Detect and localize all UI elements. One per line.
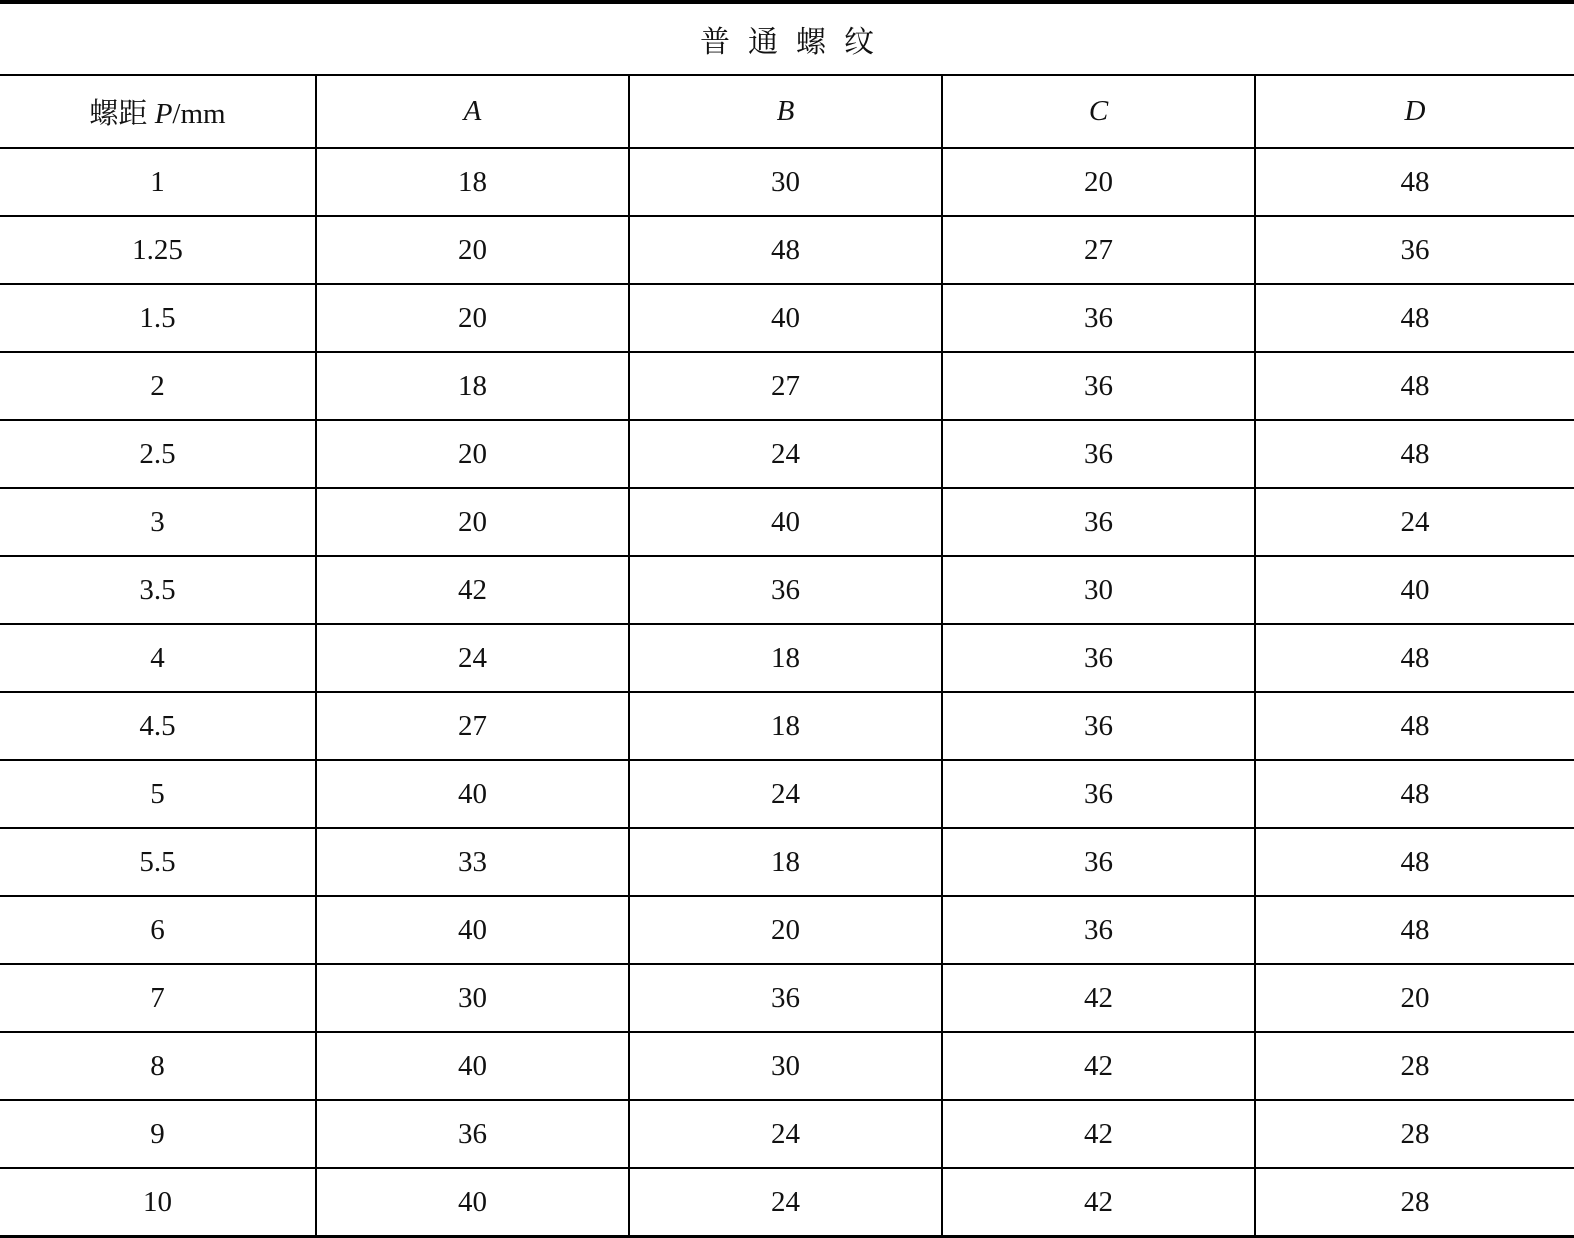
cell-b: 24 [629,420,942,488]
cell-a: 20 [316,216,629,284]
cell-a: 18 [316,148,629,216]
cell-b: 40 [629,284,942,352]
cell-c: 42 [942,1168,1255,1237]
table-body [0,148,1574,1237]
header-col-d: D [1255,75,1574,148]
cell-pitch: 4.5 [0,692,316,760]
table-row [0,1168,1574,1237]
table-row [0,420,1574,488]
cell-d: 24 [1255,488,1574,556]
cell-pitch: 10 [0,1168,316,1237]
cell-b: 30 [629,148,942,216]
cell-b: 20 [629,896,942,964]
table-row [0,964,1574,1032]
header-col-a: A [316,75,629,148]
cell-a: 36 [316,1100,629,1168]
table-row [0,216,1574,284]
cell-b: 36 [629,556,942,624]
table-row [0,556,1574,624]
table-caption: 普通螺纹 [700,25,892,60]
cell-d: 48 [1255,352,1574,420]
cell-d: 36 [1255,216,1574,284]
header-pitch-symbol: P [154,98,173,130]
cell-pitch: 1 [0,148,316,216]
cell-pitch: 3 [0,488,316,556]
cell-a: 20 [316,284,629,352]
cell-c: 27 [942,216,1255,284]
cell-b: 40 [629,488,942,556]
cell-d: 48 [1255,760,1574,828]
table-row [0,488,1574,556]
cell-pitch: 1.25 [0,216,316,284]
cell-d: 48 [1255,896,1574,964]
cell-c: 36 [942,828,1255,896]
cell-d: 48 [1255,692,1574,760]
cell-pitch: 1.5 [0,284,316,352]
header-col-c: C [942,75,1255,148]
cell-b: 18 [629,828,942,896]
cell-b: 48 [629,216,942,284]
cell-b: 18 [629,692,942,760]
cell-b: 24 [629,760,942,828]
cell-pitch: 8 [0,1032,316,1100]
cell-b: 36 [629,964,942,1032]
cell-c: 36 [942,760,1255,828]
cell-c: 36 [942,488,1255,556]
cell-b: 30 [629,1032,942,1100]
cell-c: 36 [942,284,1255,352]
table-row [0,896,1574,964]
cell-c: 30 [942,556,1255,624]
table-row [0,284,1574,352]
cell-d: 48 [1255,624,1574,692]
cell-a: 24 [316,624,629,692]
cell-d: 40 [1255,556,1574,624]
cell-b: 24 [629,1100,942,1168]
cell-pitch: 2 [0,352,316,420]
table-row [0,828,1574,896]
cell-b: 18 [629,624,942,692]
cell-c: 36 [942,624,1255,692]
cell-c: 42 [942,1032,1255,1100]
cell-a: 40 [316,1032,629,1100]
cell-c: 36 [942,420,1255,488]
cell-a: 42 [316,556,629,624]
cell-a: 20 [316,420,629,488]
header-col-b: B [629,75,942,148]
thread-table [0,74,1574,1238]
header-row [0,75,1574,148]
table-row [0,1100,1574,1168]
cell-pitch: 5.5 [0,828,316,896]
cell-b: 24 [629,1168,942,1237]
cell-a: 40 [316,1168,629,1237]
cell-pitch: 6 [0,896,316,964]
cell-d: 20 [1255,964,1574,1032]
header-pitch-unit: /mm [172,98,226,130]
table-row [0,148,1574,216]
cell-a: 40 [316,896,629,964]
cell-c: 20 [942,148,1255,216]
cell-d: 48 [1255,148,1574,216]
cell-pitch: 5 [0,760,316,828]
table-row [0,760,1574,828]
cell-d: 28 [1255,1032,1574,1100]
cell-c: 42 [942,964,1255,1032]
cell-d: 28 [1255,1100,1574,1168]
cell-a: 40 [316,760,629,828]
cell-pitch: 9 [0,1100,316,1168]
header-pitch [0,75,316,148]
table-row [0,624,1574,692]
cell-c: 36 [942,692,1255,760]
cell-a: 18 [316,352,629,420]
table-row [0,352,1574,420]
cell-pitch: 4 [0,624,316,692]
table-row [0,1032,1574,1100]
cell-c: 42 [942,1100,1255,1168]
cell-pitch: 2.5 [0,420,316,488]
cell-a: 20 [316,488,629,556]
cell-d: 28 [1255,1168,1574,1237]
cell-a: 30 [316,964,629,1032]
cell-d: 48 [1255,420,1574,488]
cell-a: 33 [316,828,629,896]
cell-pitch: 7 [0,964,316,1032]
cell-a: 27 [316,692,629,760]
cell-c: 36 [942,896,1255,964]
cell-d: 48 [1255,828,1574,896]
cell-d: 48 [1255,284,1574,352]
cell-pitch: 3.5 [0,556,316,624]
header-pitch-prefix: 螺距 [89,98,155,130]
table-row [0,692,1574,760]
cell-c: 36 [942,352,1255,420]
cell-b: 27 [629,352,942,420]
